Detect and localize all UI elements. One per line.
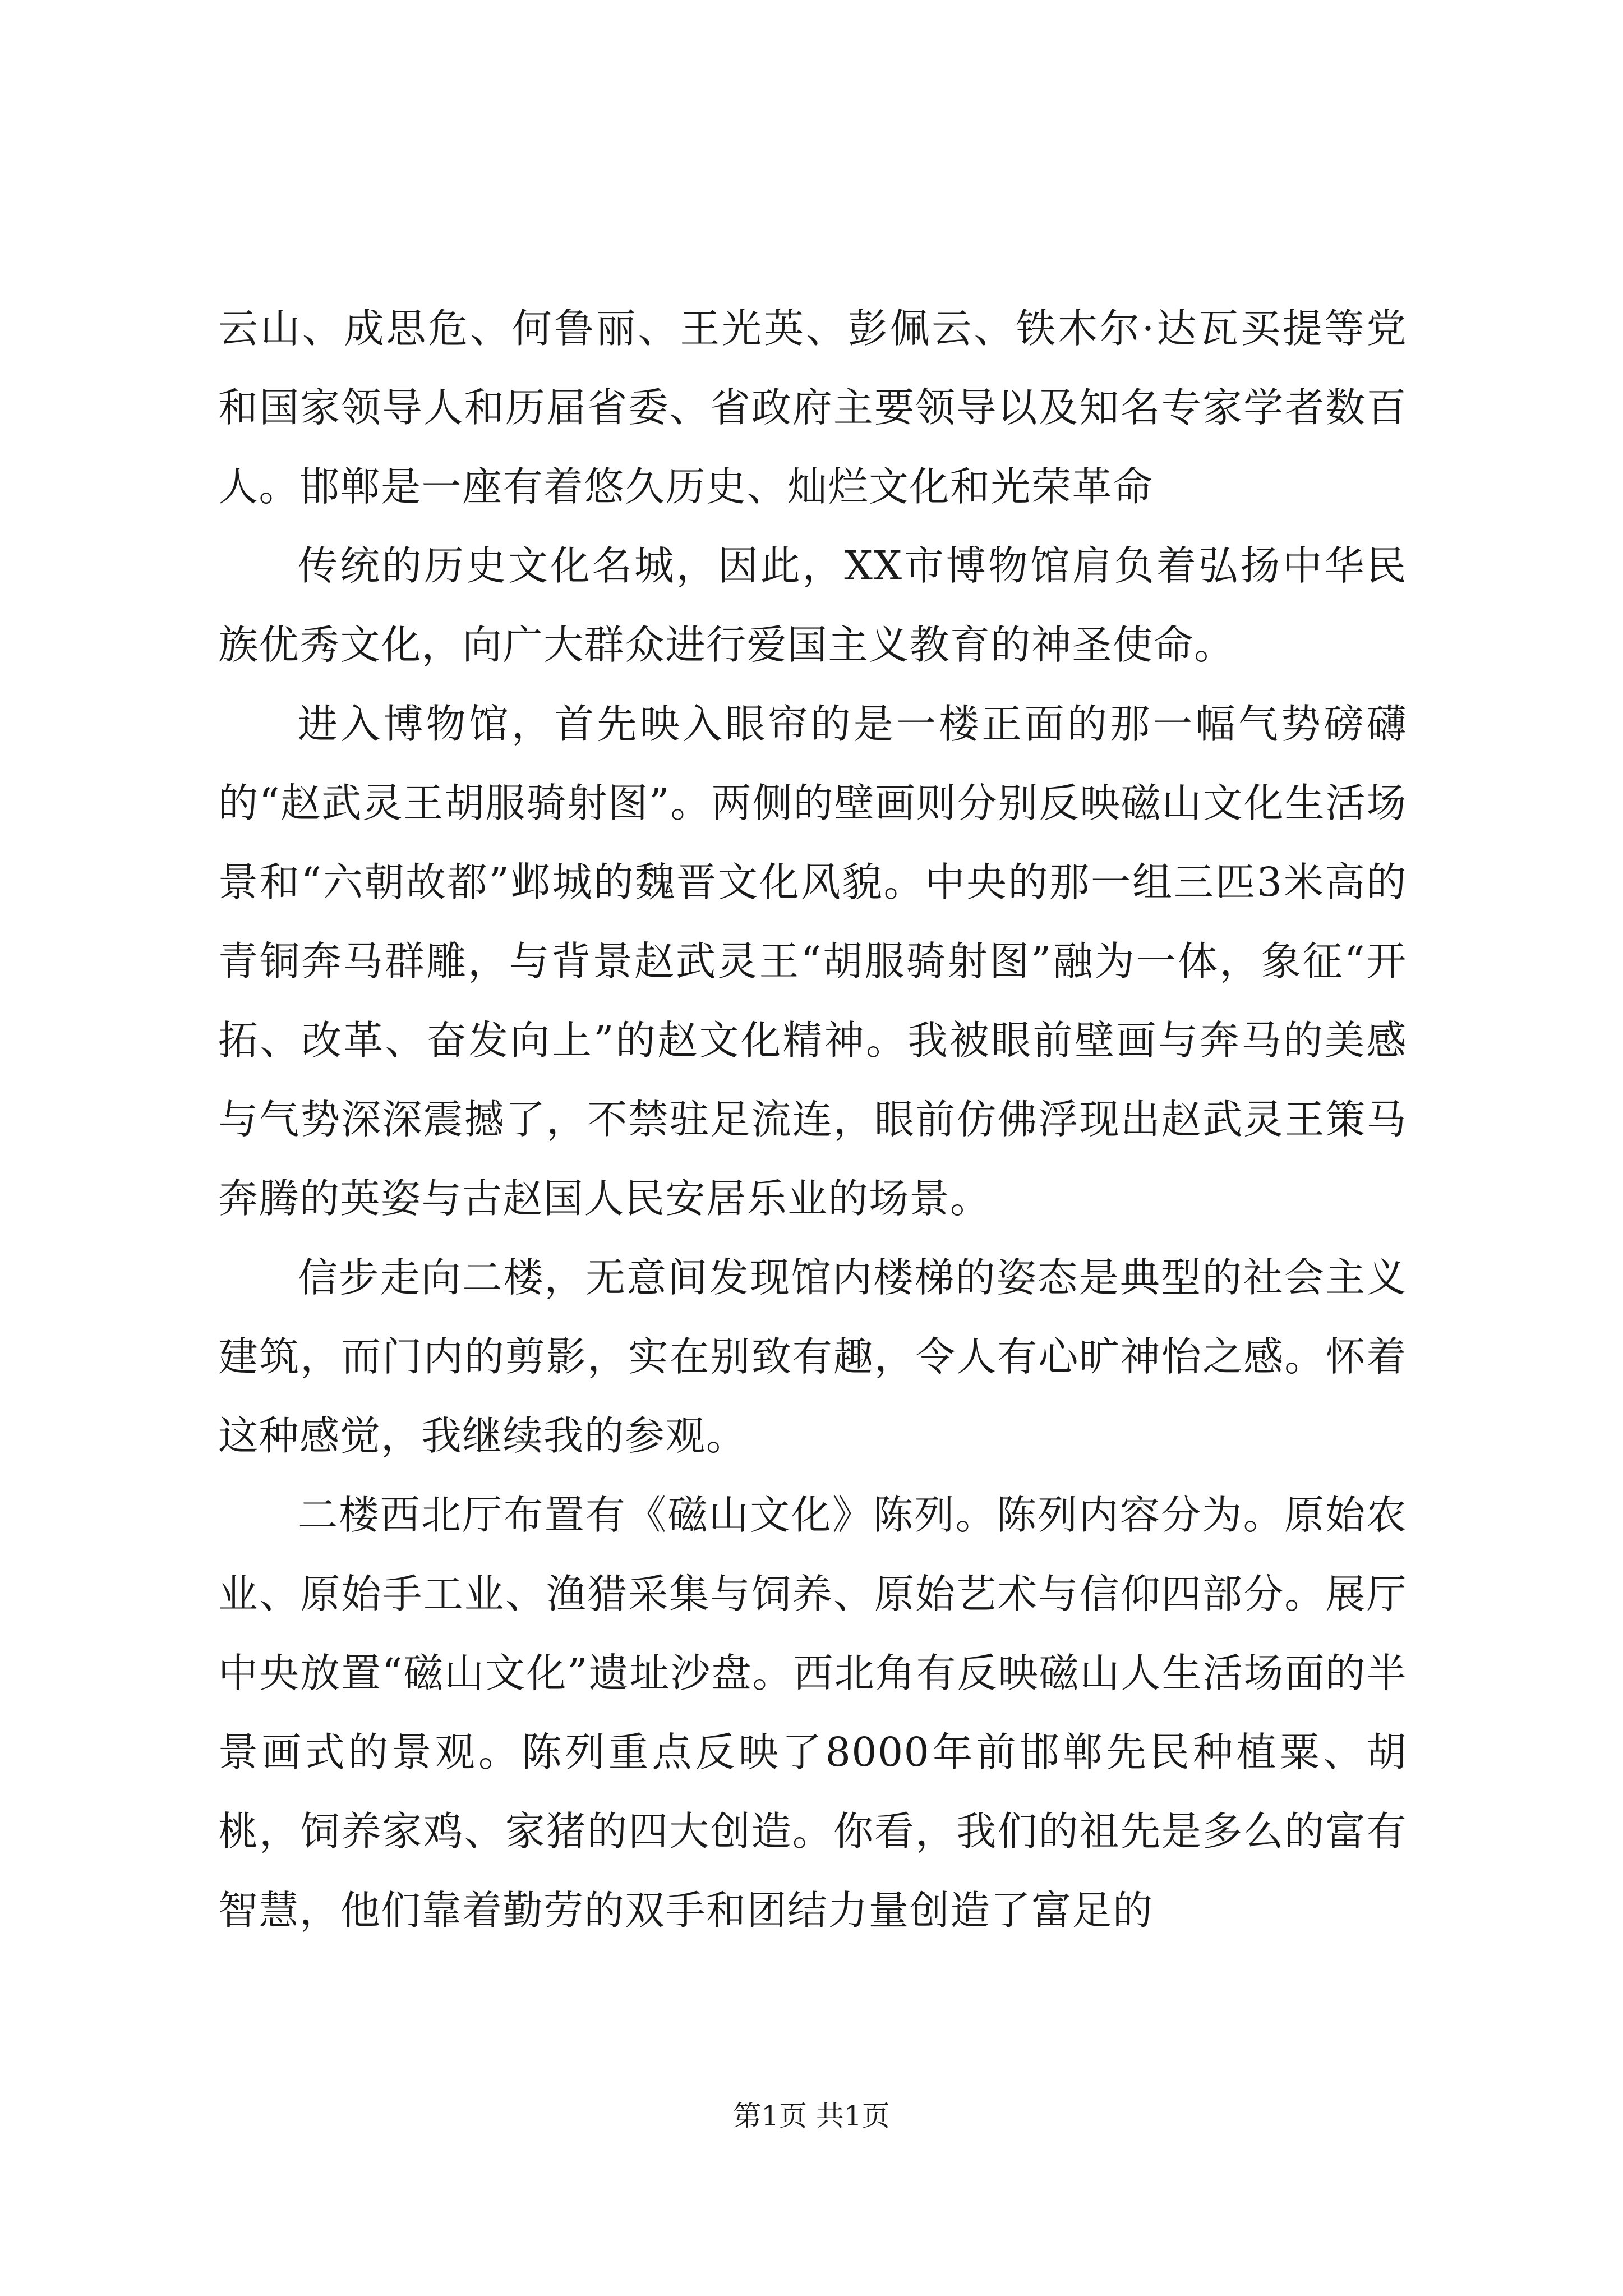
document-body [218, 289, 1407, 1950]
paragraph-5: 二楼西北厅布置有《磁山文化》陈列。陈列内容分为。原始农业、原始手工业、渔猎采集与饲养、原始艺术与信仰四部分。展厅中央放置“磁山文化”遗址沙盘。西北角有反映磁山人生活场面的半景画式的景观。陈列重点反映了8000年前邯郸先民种植粟、胡桃，饲养家鸡、家猪的四大创造。你看，我们的祖先是多么的富有智慧，他们靠着勤劳的双手和团结力量创造了富足的 [218, 1492, 1407, 1934]
paragraph-4: 信步走向二楼，无意间发现馆内楼梯的姿态是典型的社会主义建筑，而门内的剪影，实在别致有趣，令人有心旷神怡之感。怀着这种感觉，我继续我的参观。 [218, 1254, 1407, 1459]
paragraph-1: 云山、成思危、何鲁丽、王光英、彭佩云、铁木尔·达瓦买提等党和国家领导人和历届省委、省政府主要领导以及知名专家学者数百人。邯郸是一座有着悠久历史、灿烂文化和光荣革命 [218, 305, 1407, 510]
paragraph-3: 进入博物馆，首先映入眼帘的是一楼正面的那一幅气势磅礴的“赵武灵王胡服骑射图”。两侧的壁画则分别反映磁山文化生活场景和“六朝故都”邺城的魏晋文化风貌。中央的那一组三匹3米高的青铜奔马群雕，与背景赵武灵王“胡服骑射图”融为一体，象征“开拓、改革、奋发向上”的赵文化精神。我被眼前壁画与奔马的美感与气势深深震撼了，不禁驻足流连，眼前仿佛浮现出赵武灵王策马奔腾的英姿与古赵国人民安居乐业的场景。 [218, 701, 1407, 1222]
page-number-footer: 第1页 共1页 [733, 2100, 890, 2132]
paragraph-2: 传统的历史文化名城，因此，XX市博物馆肩负着弘扬中华民族优秀文化，向广大群众进行爱国主义教育的神圣使命。 [218, 542, 1407, 668]
